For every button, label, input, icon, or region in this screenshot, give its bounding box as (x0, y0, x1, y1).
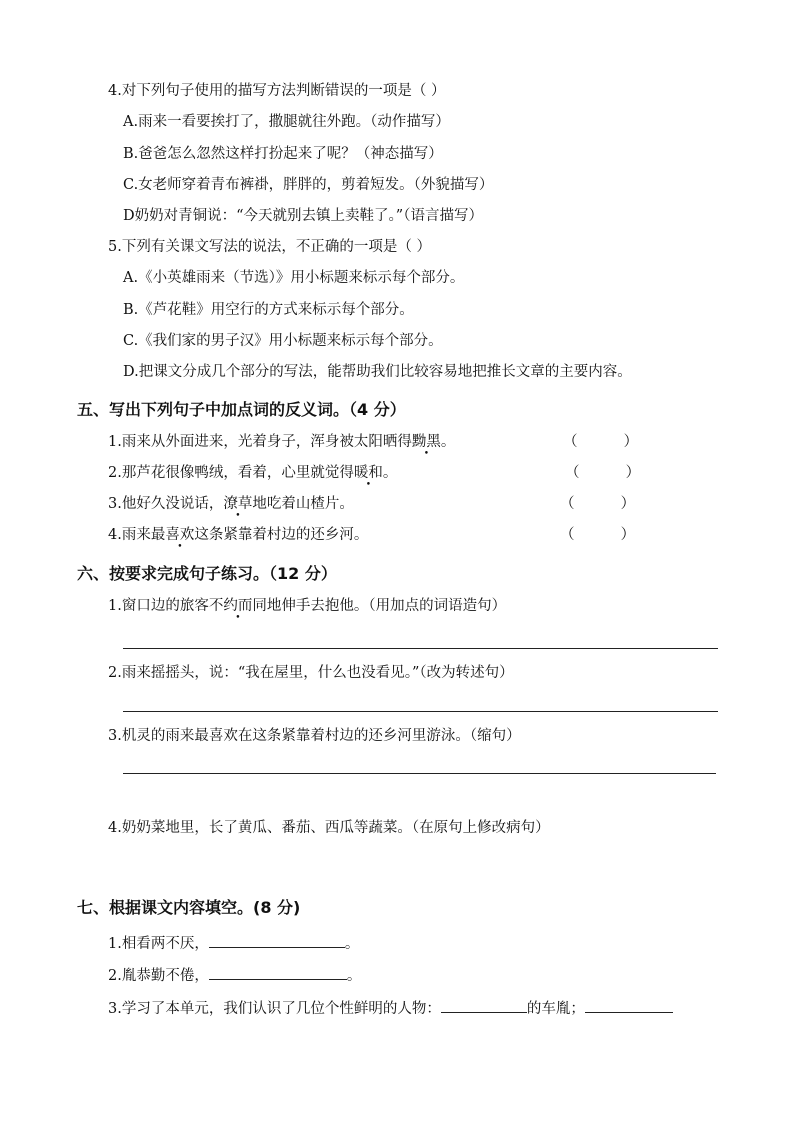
s7-item-1-blank[interactable] (209, 933, 345, 948)
q4-option-a: A.雨来一看要挨打了，撒腿就往外跑。（动作描写） (123, 114, 450, 130)
s7-item-1-pre: 1.相看两不厌， (108, 936, 209, 952)
s5-item-3-pre: 3.他好久没说话， (108, 496, 224, 512)
s5-item-1-post: 。 (440, 434, 456, 450)
q4-option-b: B.爸爸怎么忽然这样打扮起来了呢？（神态描写） (123, 146, 443, 162)
s5-item-3-dotted: 潦草 (223, 496, 253, 512)
q5-option-d: D.把课文分成几个部分的写法，能帮助我们比较容易地把推长文章的主要内容。 (123, 364, 632, 380)
s6-item-2: 2.雨来摇摇头，说：“我在屋里，什么也没看见。”（改为转述句） (108, 665, 514, 681)
s5-item-2-answer[interactable]: （ ） (565, 465, 641, 481)
s5-item-2 (108, 463, 397, 483)
s5-item-3-post: 地吃着山楂片。 (252, 496, 354, 512)
s5-item-2-dotted: 暖和 (353, 465, 383, 481)
s6-item-2-answer-line[interactable] (123, 711, 718, 712)
s7-item-2-post: 。 (346, 968, 362, 984)
s5-item-2-post: 。 (382, 465, 398, 481)
s6-item-1-pre: 1.窗口边的旅客 (108, 598, 209, 614)
section-5-title: 五、写出下列句子中加点词的反义词。（4 分） (77, 400, 406, 419)
s7-item-3-pre: 3.学习了本单元，我们认识了几位个性鲜明的人物： (108, 1001, 441, 1017)
q5-stem: 5.下列有关课文写法的说法，不正确的一项是（ ） (108, 239, 431, 255)
s6-item-1-post: 地伸手去抱他。（用加点的词语造句） (266, 598, 507, 614)
s6-item-4: 4.奶奶菜地里，长了黄瓜、番茄、西瓜等蔬菜。（在原句上修改病句） (108, 820, 550, 836)
s7-item-2-blank[interactable] (209, 965, 347, 980)
s7-item-1 (108, 933, 359, 954)
s5-item-1-pre: 1.雨来从外面进来，光着身子，浑身被太阳晒得 (108, 434, 412, 450)
section-6-title: 六、按要求完成句子练习。（12 分） (77, 564, 337, 583)
q5-option-a: A.《小英雄雨来（节选）》用小标题来标示每个部分。 (123, 270, 465, 286)
s6-item-1-dotted: 不约而同 (208, 598, 267, 614)
s7-item-3-blank-1[interactable] (441, 998, 527, 1013)
s5-item-2-pre: 2.那芦花很像鸭绒，看着，心里就觉得 (108, 465, 354, 481)
s7-item-3 (108, 998, 673, 1019)
s5-item-4-pre: 4.雨来最 (108, 527, 166, 543)
s5-item-1-answer[interactable]: （ ） (563, 434, 639, 450)
s5-item-4-post: 这条紧靠着村边的还乡河。 (194, 527, 369, 543)
s6-item-1 (108, 596, 506, 616)
q4-option-c: C.女老师穿着青布裤褂，胖胖的，剪着短发。（外貌描写） (123, 177, 494, 193)
s6-item-3-answer-line[interactable] (123, 773, 716, 774)
s6-item-1-answer-line[interactable] (123, 648, 718, 649)
s5-item-1 (108, 432, 455, 452)
section-7-title: 七、根据课文内容填空。(8 分) (77, 898, 301, 917)
s5-item-4-answer[interactable]: （ ） (560, 527, 636, 543)
s5-item-3-answer[interactable]: （ ） (560, 496, 636, 512)
q5-option-b: B.《芦花鞋》用空行的方式来标示每个部分。 (123, 302, 414, 318)
s5-item-3 (108, 494, 354, 514)
s7-item-2-pre: 2.胤恭勤不倦， (108, 968, 209, 984)
s5-item-1-dotted: 黝黑 (411, 434, 441, 450)
s5-item-4-dotted: 喜欢 (165, 527, 195, 543)
q4-option-d: D奶奶对青铜说：“今天就别去镇上卖鞋了。”（语言描写） (123, 208, 483, 224)
s7-item-3-blank-2[interactable] (585, 998, 673, 1013)
s7-item-2 (108, 965, 361, 986)
s7-item-3-mid: 的车胤； (526, 1001, 585, 1017)
s5-item-4 (108, 525, 368, 545)
s6-item-3: 3.机灵的雨来最喜欢在这条紧靠着村边的还乡河里游泳。（缩句） (108, 728, 521, 744)
s7-item-1-post: 。 (344, 936, 360, 952)
q4-stem: 4.对下列句子使用的描写方法判断错误的一项是（ ） (108, 83, 446, 99)
q5-option-c: C.《我们家的男子汉》用小标题来标示每个部分。 (123, 333, 443, 349)
